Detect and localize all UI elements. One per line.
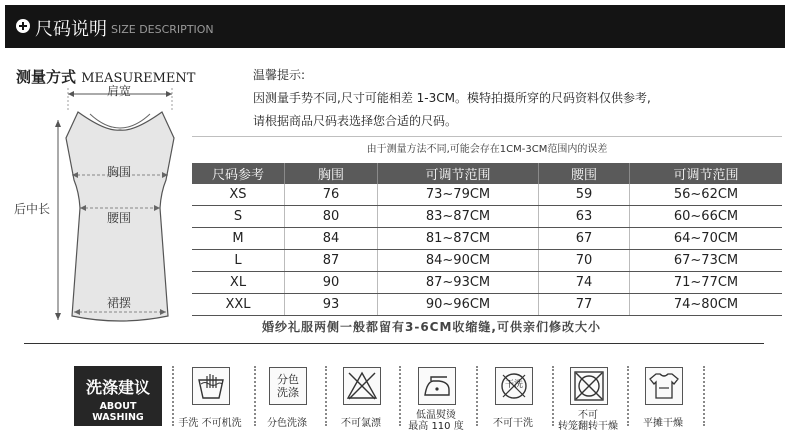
cell-size: XL <box>192 272 285 294</box>
hand-wash-label: 手洗 不可机洗 <box>178 418 242 429</box>
no-dry-clean-label: 不可干洗 <box>493 418 533 429</box>
cell-bust-range: 87~93CM <box>378 272 539 294</box>
washing-title-box <box>74 366 162 426</box>
cell-waist-range: 67~73CM <box>630 250 783 272</box>
cell-waist: 59 <box>539 184 630 206</box>
page-subtitle: SIZE DESCRIPTION <box>111 23 214 36</box>
waist-label: 腰围 <box>107 211 132 225</box>
cell-bust-range: 81~87CM <box>378 228 539 250</box>
cell-waist: 63 <box>539 206 630 228</box>
table-row <box>192 184 782 206</box>
cell-waist-range: 64~70CM <box>630 228 783 250</box>
no-dry-clean-icon-text: 干洗 <box>504 380 523 390</box>
no-bleach-icon <box>343 367 381 405</box>
cell-size: XS <box>192 184 285 206</box>
cell-waist: 67 <box>539 228 630 250</box>
cell-waist-range: 71~77CM <box>630 272 783 294</box>
table-row <box>192 272 782 294</box>
table-header-row <box>192 163 782 184</box>
cell-bust: 76 <box>285 184 378 206</box>
cell-size: L <box>192 250 285 272</box>
cell-bust-range: 84~90CM <box>378 250 539 272</box>
header-size: 尺码参考 <box>192 163 285 184</box>
no-dry-clean-icon <box>495 367 533 405</box>
header-bar <box>5 5 785 48</box>
hand-wash-icon <box>192 367 230 405</box>
tips-line-2: 请根据商品尺码表选择您合适的尺码。 <box>253 114 458 128</box>
cell-size: M <box>192 228 285 250</box>
cell-bust-range: 73~79CM <box>378 184 539 206</box>
cell-bust: 90 <box>285 272 378 294</box>
separate-wash-icon <box>269 367 307 405</box>
cell-bust: 80 <box>285 206 378 228</box>
measurement-title-en: MEASUREMENT <box>81 71 196 86</box>
cell-size: XXL <box>192 294 285 316</box>
cell-waist: 74 <box>539 272 630 294</box>
table-row <box>192 250 782 272</box>
separate-wash-label: 分色洗涤 <box>267 418 307 429</box>
table-row <box>192 228 782 250</box>
table-row <box>192 206 782 228</box>
cell-bust-range: 90~96CM <box>378 294 539 316</box>
washing-title-en: ABOUT WASHING <box>92 401 144 423</box>
cell-waist-range: 56~62CM <box>630 184 783 206</box>
dotted-divider <box>172 366 174 426</box>
flat-dry-label: 平摊干燥 <box>643 418 683 429</box>
back-length-label: 后中长 <box>14 202 51 216</box>
size-table <box>192 163 782 316</box>
cell-bust: 84 <box>285 228 378 250</box>
dotted-divider <box>325 366 327 426</box>
tips-heading: 温馨提示: <box>253 68 306 82</box>
alteration-note: 婚纱礼服两侧一般都留有3-6CM收缩缝,可供亲们修改大小 <box>262 320 601 334</box>
cell-waist-range: 60~66CM <box>630 206 783 228</box>
header-waist-range: 可调节范围 <box>630 163 783 184</box>
header-waist: 腰围 <box>539 163 630 184</box>
measurement-title-cn: 测量方式 <box>16 68 77 86</box>
washing-title-cn: 洗涤建议 <box>85 378 150 397</box>
cell-waist: 77 <box>539 294 630 316</box>
bust-label: 胸围 <box>107 165 132 179</box>
shoulder-label: 肩宽 <box>107 84 132 98</box>
flat-dry-icon <box>645 367 683 405</box>
cell-bust-range: 83~87CM <box>378 206 539 228</box>
low-iron-icon <box>418 367 456 405</box>
dotted-divider <box>254 366 256 426</box>
tips-line-1: 因测量手势不同,尺寸可能相差 1-3CM。模特拍摄所穿的尺码资料仅供参考, <box>253 91 651 105</box>
page-title: 尺码说明 <box>35 19 107 40</box>
section-divider <box>24 343 764 344</box>
cell-waist-range: 74~80CM <box>630 294 783 316</box>
cell-size: S <box>192 206 285 228</box>
table-row <box>192 294 782 316</box>
header-bust-range: 可调节范围 <box>378 163 539 184</box>
no-tumble-dry-icon <box>570 367 608 405</box>
dotted-divider <box>703 366 705 426</box>
dotted-divider <box>627 366 629 426</box>
separate-wash-icon-text: 分色 洗涤 <box>277 373 299 399</box>
dotted-divider <box>476 366 478 426</box>
cell-waist: 70 <box>539 250 630 272</box>
header-bust: 胸围 <box>285 163 378 184</box>
no-tumble-dry-label: 不可 转笼翻转干燥 <box>558 410 618 432</box>
plus-circle-icon <box>16 19 30 33</box>
cell-bust: 87 <box>285 250 378 272</box>
hem-label: 裙摆 <box>107 296 132 310</box>
cell-bust: 93 <box>285 294 378 316</box>
low-iron-label: 低温熨烫 最高 110 度 <box>408 410 464 432</box>
no-bleach-label: 不可氯漂 <box>341 418 381 429</box>
table-caption: 由于测量方法不同,可能会存在1CM-3CM范围内的误差 <box>192 136 782 162</box>
